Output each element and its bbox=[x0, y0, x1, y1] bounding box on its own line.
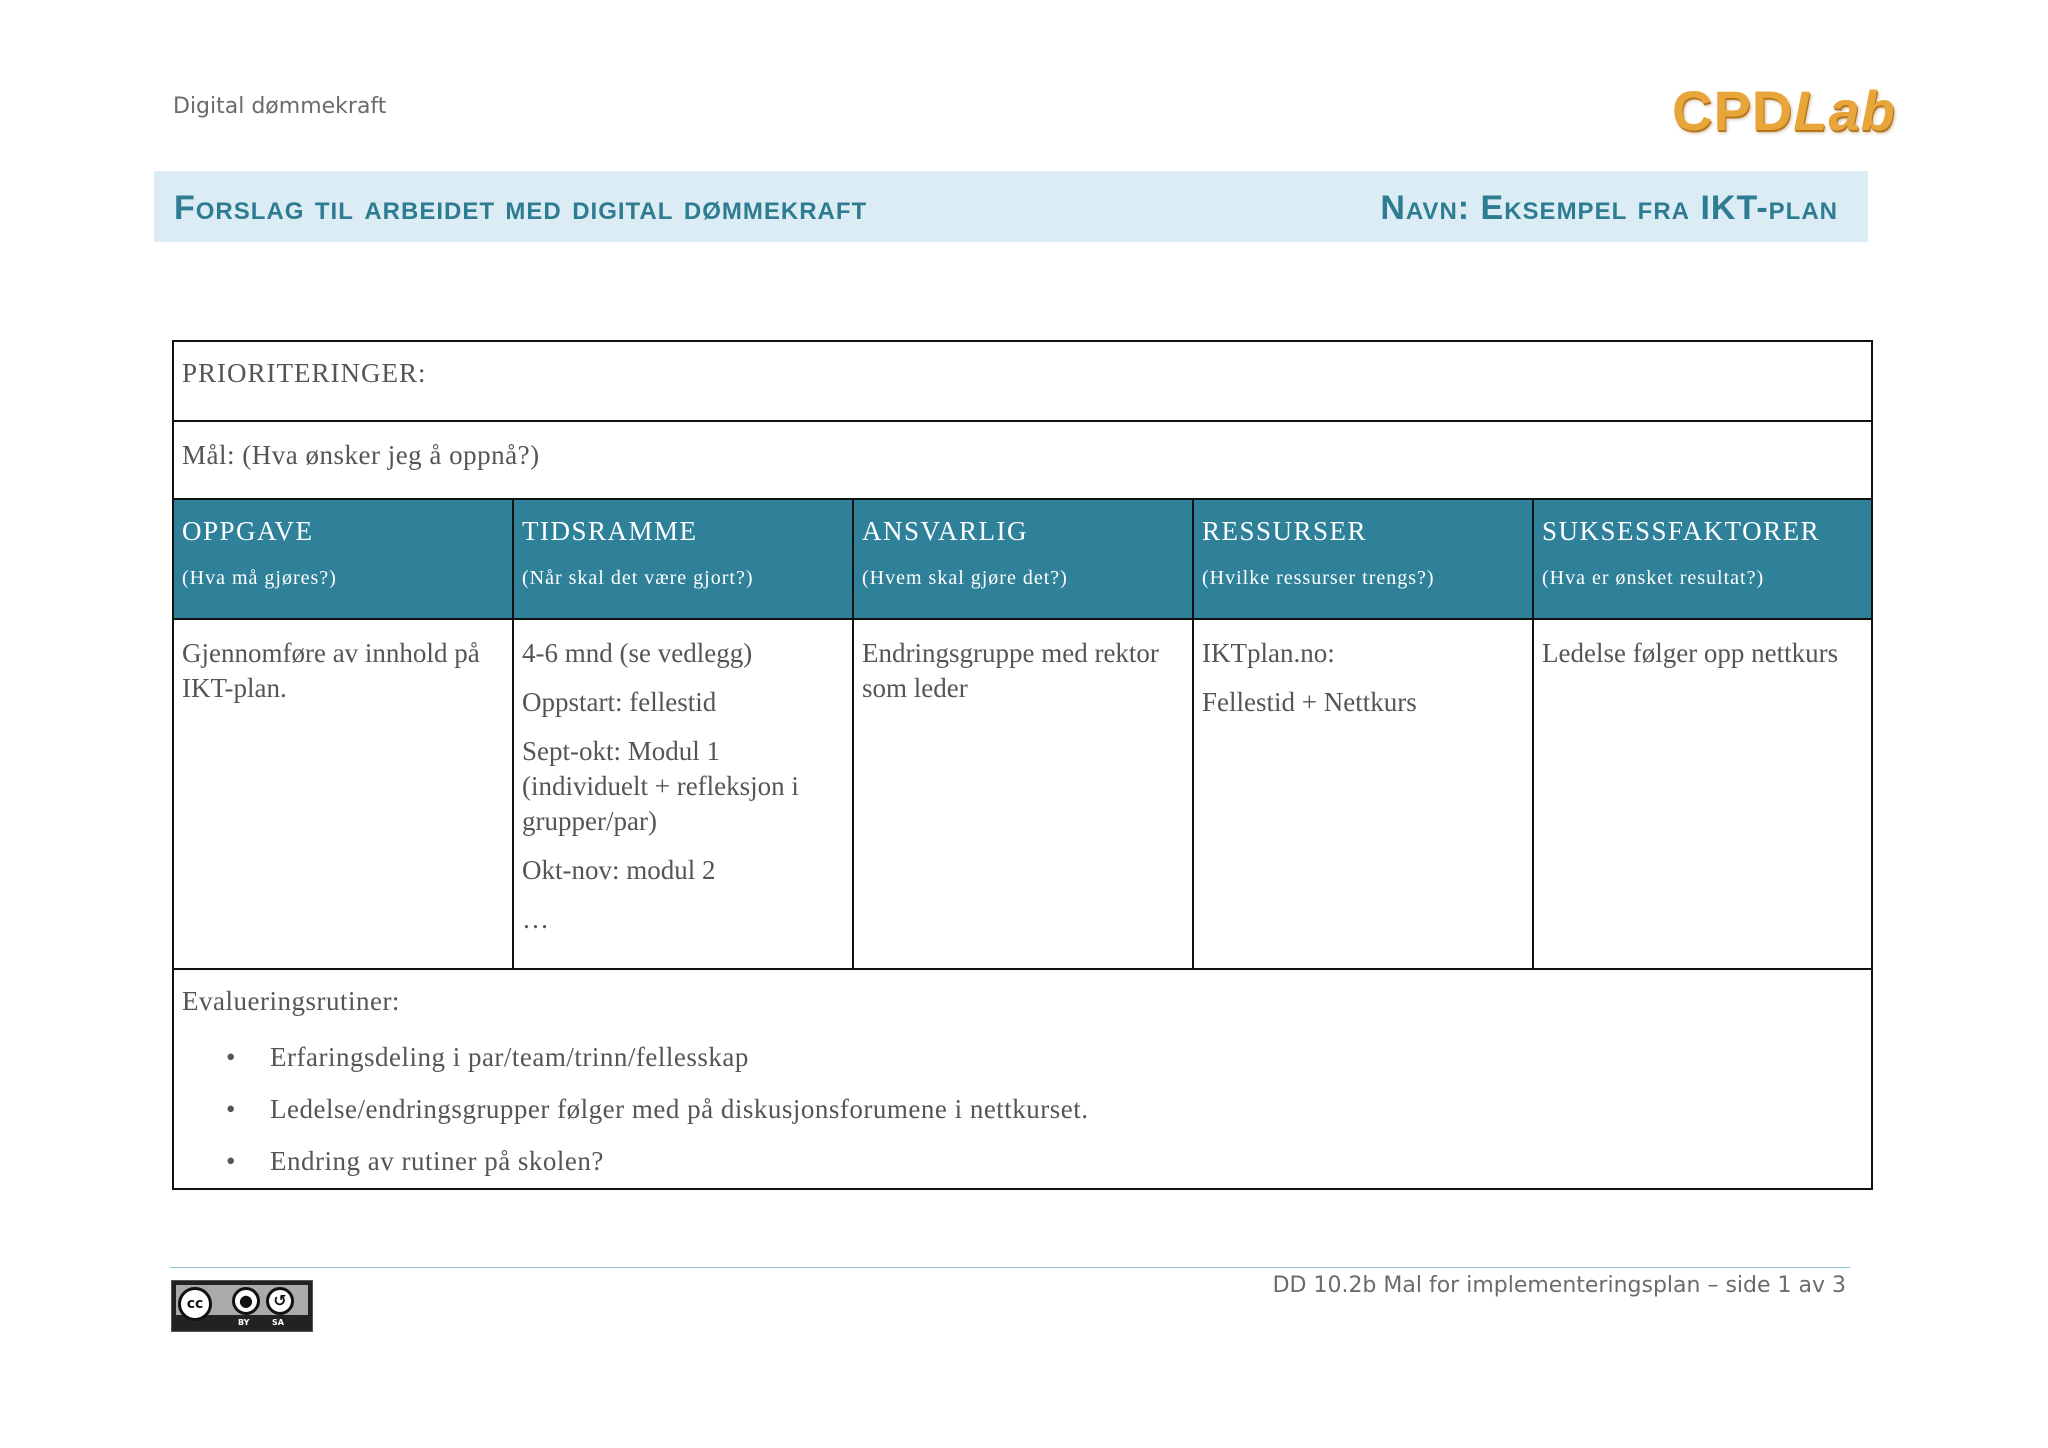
column-title: ANSVARLIG bbox=[862, 516, 1029, 546]
evaluation-cell bbox=[173, 969, 1872, 1189]
header-cell-suksessfaktorer bbox=[1533, 499, 1872, 619]
cell-ressurser bbox=[1193, 619, 1533, 969]
list-item-text: Erfaringsdeling i par/team/trinn/fellesskap bbox=[270, 1042, 749, 1072]
evaluation-row bbox=[173, 969, 1872, 1189]
cell-paragraph: Endringsgruppe med rektor som leder bbox=[862, 638, 1159, 703]
bullet-icon: • bbox=[226, 1094, 236, 1124]
cc-license-badge[interactable] bbox=[171, 1280, 313, 1332]
plan-table bbox=[172, 340, 1873, 1190]
cell-paragraph: Sept-okt: Modul 1 (individuelt + refleksjon i grupper/par) bbox=[522, 736, 799, 836]
column-subtitle: (Hvem skal gjøre det?) bbox=[862, 567, 1068, 589]
list-item bbox=[226, 1135, 1863, 1187]
content-row bbox=[173, 619, 1872, 969]
cell-ansvarlig bbox=[853, 619, 1193, 969]
bullet-icon: • bbox=[226, 1146, 236, 1176]
by-person-icon: ● bbox=[232, 1287, 260, 1315]
column-title: RESSURSER bbox=[1202, 516, 1368, 546]
title-band bbox=[154, 171, 1868, 242]
document-label: Digital dømmekraft bbox=[173, 94, 387, 119]
prioriteringer-cell bbox=[173, 341, 1872, 421]
by-label: BY bbox=[238, 1318, 250, 1327]
column-title: SUKSESSFAKTORER bbox=[1542, 516, 1821, 546]
cell-paragraph: Gjennomføre av innhold på IKT-plan. bbox=[182, 638, 480, 703]
sa-label: SA bbox=[272, 1318, 284, 1327]
cpdlab-logo bbox=[1672, 78, 1896, 143]
maal-row bbox=[173, 421, 1872, 499]
header-cell-tidsramme bbox=[513, 499, 853, 619]
cell-paragraph: Ledelse følger opp nettkurs bbox=[1542, 638, 1839, 668]
cell-suksessfaktorer bbox=[1533, 619, 1872, 969]
logo-lab: Lab bbox=[1793, 79, 1896, 142]
column-title: TIDSRAMME bbox=[522, 516, 698, 546]
column-subtitle: (Hva må gjøres?) bbox=[182, 567, 337, 589]
cell-tidsramme bbox=[513, 619, 853, 969]
bullet-icon: • bbox=[226, 1042, 236, 1072]
list-item-text: Ledelse/endringsgrupper følger med på diskusjonsforumene i nettkurset. bbox=[270, 1094, 1089, 1124]
column-title: OPPGAVE bbox=[182, 516, 314, 546]
maal-label: Mål: (Hva ønsker jeg å oppnå?) bbox=[182, 440, 540, 470]
evaluation-title: Evalueringsrutiner: bbox=[182, 986, 400, 1016]
footer-page-text: DD 10.2b Mal for implementeringsplan – side 1 av 3 bbox=[1272, 1273, 1846, 1298]
header-cell-oppgave bbox=[173, 499, 513, 619]
cell-paragraph: IKTplan.no: bbox=[1202, 638, 1335, 668]
footer-divider bbox=[170, 1267, 1850, 1268]
list-item bbox=[226, 1083, 1863, 1135]
cell-paragraph: 4-6 mnd (se vedlegg) bbox=[522, 638, 753, 668]
cell-paragraph: Oppstart: fellestid bbox=[522, 687, 717, 717]
prioriteringer-label: PRIORITERINGER: bbox=[182, 358, 427, 388]
list-item bbox=[226, 1031, 1863, 1083]
cell-paragraph: Okt-nov: modul 2 bbox=[522, 855, 716, 885]
column-subtitle: (Hvilke ressurser trengs?) bbox=[1202, 567, 1435, 589]
name-title: Navn: Eksempel fra IKT-plan bbox=[1380, 189, 1838, 227]
cell-paragraph: … bbox=[522, 904, 549, 934]
column-subtitle: (Hva er ønsket resultat?) bbox=[1542, 567, 1765, 589]
column-subtitle: (Når skal det være gjort?) bbox=[522, 567, 754, 589]
page-title: Forslag til arbeidet med digital dømmekraft bbox=[174, 189, 868, 227]
cell-oppgave bbox=[173, 619, 513, 969]
list-item-text: Endring av rutiner på skolen? bbox=[270, 1146, 604, 1176]
header-cell-ressurser bbox=[1193, 499, 1533, 619]
prioriteringer-row bbox=[173, 341, 1872, 421]
evaluation-list bbox=[182, 1031, 1863, 1187]
cell-paragraph: Fellestid + Nettkurs bbox=[1202, 687, 1417, 717]
logo-cpd: CPD bbox=[1672, 79, 1794, 142]
header-row bbox=[173, 499, 1872, 619]
cc-icon: cc bbox=[178, 1287, 212, 1321]
sa-share-alike-icon: ↺ bbox=[266, 1287, 294, 1315]
maal-cell bbox=[173, 421, 1872, 499]
header-cell-ansvarlig bbox=[853, 499, 1193, 619]
